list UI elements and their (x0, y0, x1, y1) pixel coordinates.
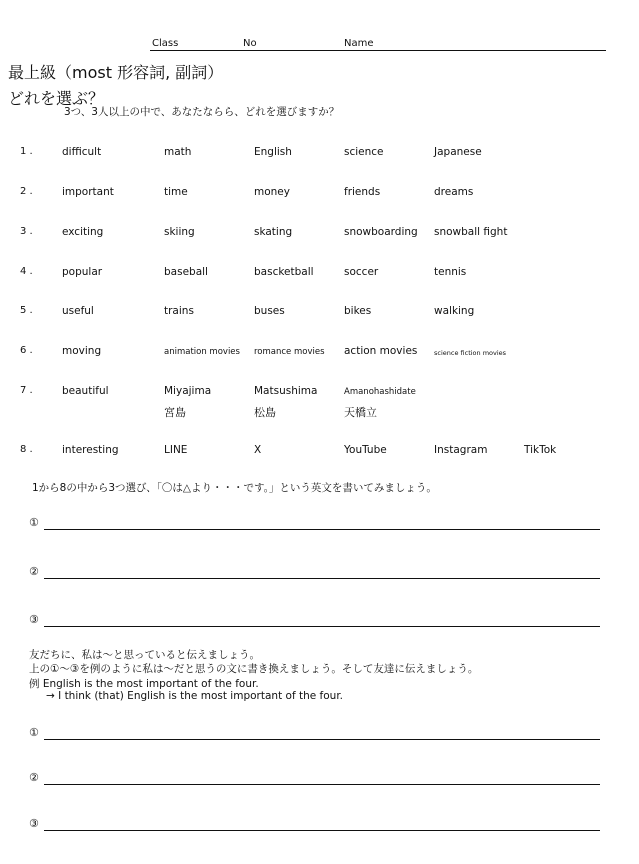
option-1: math (164, 146, 192, 158)
option-1: trains (164, 305, 194, 317)
no-label: No (243, 38, 257, 49)
option-2: X (254, 444, 262, 456)
rewrite-line-1[interactable] (44, 739, 600, 740)
option-2: skating (254, 226, 293, 238)
option-3: bikes (344, 305, 372, 317)
option-3: snowboarding (344, 226, 418, 238)
option-1: Miyajima (164, 385, 212, 397)
option-3: friends (344, 186, 381, 198)
class-label: Class (152, 38, 179, 49)
option-4: science fiction movies (434, 349, 507, 357)
option-2: English (254, 146, 292, 158)
option-2: buses (254, 305, 285, 317)
option-3: YouTube (344, 444, 387, 456)
rewrite-marker-2: ② (29, 771, 39, 784)
row-number: 8 . (20, 444, 33, 455)
option-2: bascketball (254, 266, 314, 278)
option-3: science (344, 146, 384, 158)
option-2-kanji: 松島 (254, 406, 276, 419)
option-1: time (164, 186, 188, 198)
row-adjective: exciting (62, 226, 104, 238)
option-1: baseball (164, 266, 208, 278)
option-3: Amanohashidate (344, 387, 416, 397)
answer-line-1[interactable] (44, 529, 600, 530)
header-underline (150, 50, 606, 51)
option-4: dreams (434, 186, 474, 198)
row-adjective: interesting (62, 444, 119, 456)
row-number: 6 . (20, 345, 33, 356)
option-4: Instagram (434, 444, 488, 456)
option-3: action movies (344, 345, 418, 357)
option-1: skiing (164, 226, 195, 238)
option-2: Matsushima (254, 385, 318, 397)
option-5: TikTok (524, 444, 557, 456)
row-number: 7 . (20, 385, 33, 396)
answer-marker-2: ② (29, 565, 39, 578)
writing-task-instruction: 1から8の中から3つ選び、「〇は△より・・・です。」という英文を書いてみましょう。 (32, 482, 437, 494)
option-2: romance movies (254, 347, 325, 357)
option-4: tennis (434, 266, 467, 278)
row-number: 3 . (20, 226, 33, 237)
row-number: 2 . (20, 186, 33, 197)
option-4: walking (434, 305, 475, 317)
option-3: soccer (344, 266, 379, 278)
row-adjective: difficult (62, 146, 102, 158)
rewrite-marker-1: ① (29, 726, 39, 739)
row-adjective: moving (62, 345, 102, 357)
rewrite-line-2[interactable] (44, 784, 600, 785)
row-adjective: important (62, 186, 114, 198)
row-number: 1 . (20, 146, 33, 157)
answer-line-3[interactable] (44, 626, 600, 627)
name-label: Name (344, 38, 374, 49)
option-3-kanji: 天橋立 (344, 406, 377, 419)
row-number: 4 . (20, 266, 33, 277)
option-1: LINE (164, 444, 188, 456)
option-4: Japanese (434, 146, 482, 158)
instruction-text: 3つ、3人以上の中で、あなたならら、どれを選びますか？ (64, 106, 340, 118)
answer-marker-3: ③ (29, 613, 39, 626)
option-1-kanji: 宮島 (164, 406, 186, 419)
option-2: money (254, 186, 290, 198)
page-subtitle: どれを選ぶ？ (8, 89, 105, 108)
page-title: 最上級（most 形容詞, 副詞） (8, 63, 224, 82)
option-1: animation movies (164, 347, 240, 357)
row-adjective: useful (62, 305, 94, 317)
note-line-1: 友だちに、私は～と思っていると伝えましょう。 (29, 649, 260, 661)
row-adjective: popular (62, 266, 103, 278)
example-line-1: 例 English is the most important of the four. (29, 678, 259, 690)
answer-marker-1: ① (29, 516, 39, 529)
option-4: snowball fight (434, 226, 508, 238)
row-adjective: beautiful (62, 385, 109, 397)
rewrite-marker-3: ③ (29, 817, 39, 830)
note-line-2: 上の①～③を例のように私は～だと思うの文に書き換えましょう。そして友達に伝えましょう。 (29, 663, 479, 675)
rewrite-line-3[interactable] (44, 830, 600, 831)
row-number: 5 . (20, 305, 33, 316)
answer-line-2[interactable] (44, 578, 600, 579)
example-line-2: → I think (that) English is the most important of the four. (46, 690, 344, 702)
